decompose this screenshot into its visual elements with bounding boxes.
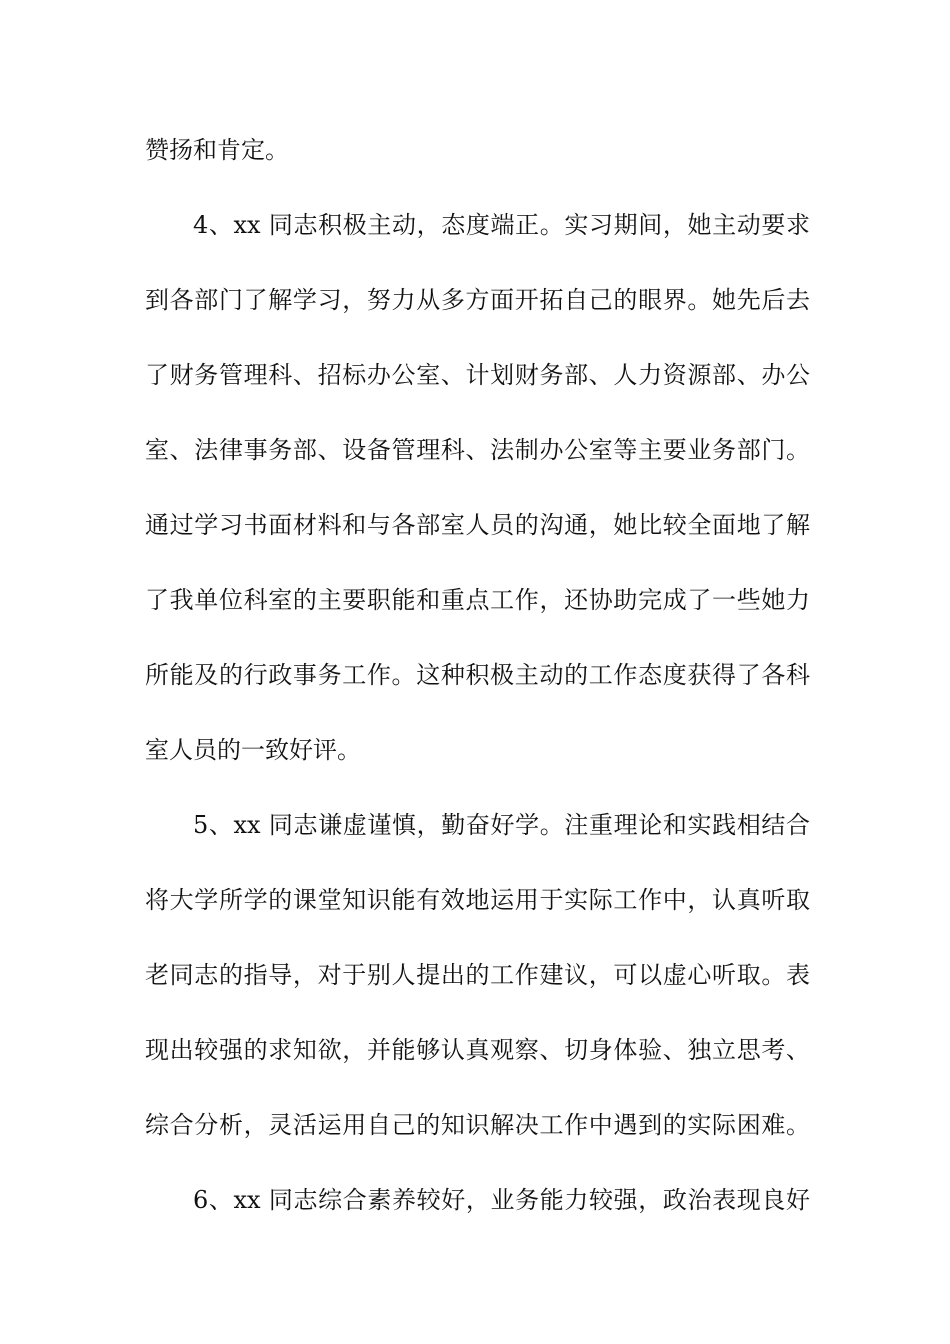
text-line: 综合分析，灵活运用自己的知识解决工作中遇到的实际困难。 (145, 1111, 810, 1139)
text-line: 赞扬和肯定。 (145, 136, 289, 164)
text-line: 所能及的行政事务工作。这种积极主动的工作态度获得了各科 (145, 661, 810, 689)
text-line: 了财务管理科、招标办公室、计划财务部、人力资源部、办公 (145, 361, 810, 389)
text-line: 室人员的一致好评。 (145, 736, 361, 764)
text-line: 室、法律事务部、设备管理科、法制办公室等主要业务部门。 (145, 436, 810, 464)
text-line: 到各部门了解学习，努力从多方面开拓自己的眼界。她先后去 (145, 286, 810, 314)
text-line: 4、xx 同志积极主动，态度端正。实习期间，她主动要求 (193, 211, 810, 239)
text-line: 5、xx 同志谦虚谨慎，勤奋好学。注重理论和实践相结合 (193, 811, 810, 839)
text-line: 老同志的指导，对于别人提出的工作建议，可以虚心听取。表 (145, 961, 810, 989)
text-line: 通过学习书面材料和与各部室人员的沟通，她比较全面地了解 (145, 511, 810, 539)
text-line: 将大学所学的课堂知识能有效地运用于实际工作中，认真听取 (145, 886, 810, 914)
text-line: 了我单位科室的主要职能和重点工作，还协助完成了一些她力 (145, 586, 810, 614)
text-line: 6、xx 同志综合素养较好，业务能力较强，政治表现良好 (193, 1186, 810, 1214)
text-line: 现出较强的求知欲，并能够认真观察、切身体验、独立思考、 (145, 1036, 810, 1064)
